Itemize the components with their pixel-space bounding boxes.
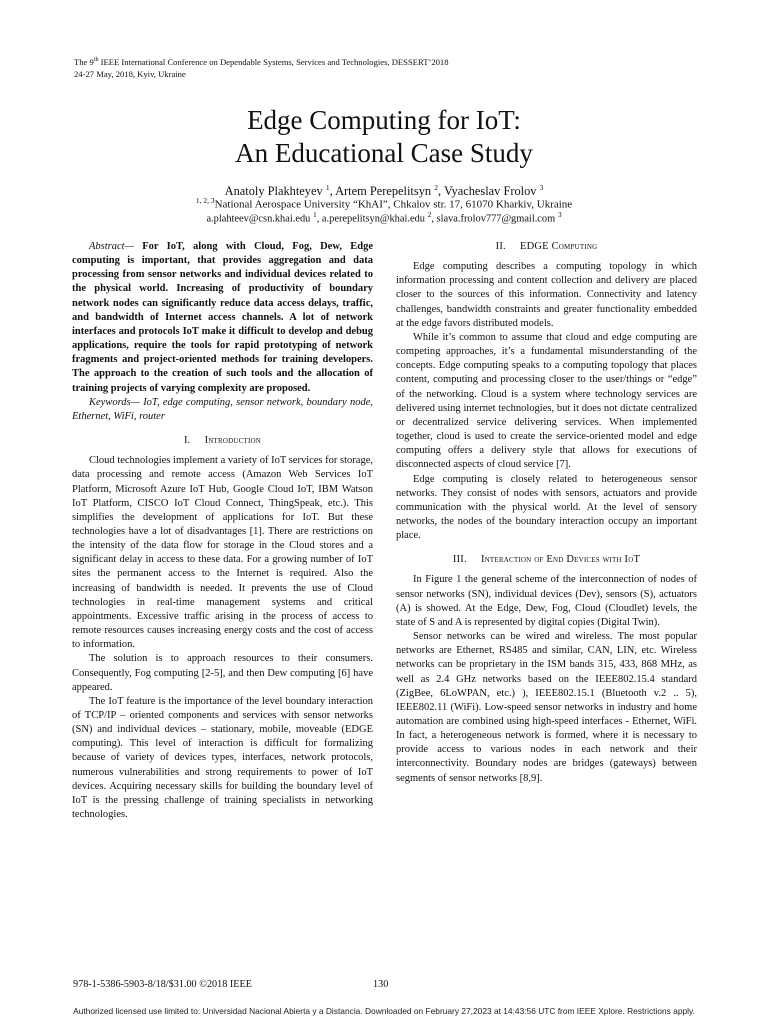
left-column bbox=[72, 240, 373, 822]
paragraph: While it’s common to assume that cloud and edge computing are competing approaches, it’s a fundamental misunderstanding of the concepts. Edge computing speaks to a computing topology that places content, computing and processing closer to the user/things or “edge” of the networking. Cloud is a system where technology services are delivered using internet technologies, but it does not dictate centralized or decentralized service delivering services. When implemented together, cloud is used to create the service-oriented model and edge computing offers a delivery style that allows for executions of disconnected aspects of cloud service [7]. bbox=[396, 331, 697, 471]
abstract: Abstract— For IoT, along with Cloud, Fog, Dew, Edge computing is important, that provides aggregation and data processing from sensor networks and individual devices related to the physical world. Increasing of productivity of boundary network nodes can significantly reduce data access delays, traffic, and bandwidth of Internet access channels. A lot of network interfaces and protocols IoT make it difficult to develop and debug applications, require the tools for rapid prototyping of network fragments and project-oriented methods for training developers. The approach to the creation of such tools and the allocation of training projects of varying complexity are proposed. bbox=[72, 241, 373, 394]
email-1[interactable]: a.plahteev@csn.khai.edu bbox=[206, 213, 311, 225]
right-column bbox=[396, 240, 697, 786]
email-3[interactable]: slava.frolov777@gmail.com bbox=[436, 213, 556, 225]
conference-header bbox=[74, 56, 714, 80]
paragraph: In Figure 1 the general scheme of the interconnection of nodes of sensor networks (SN), individual devices (Dev), sensors (S), actuators (A) is showed. At the Edge, Dew, Fog, Cloud (Cloudlet) levels, the state of S and A is represented by digital copies (Digital Twin). bbox=[396, 574, 697, 628]
keywords: Keywords— IoT, edge computing, sensor network, boundary node, Ethernet, WiFi, router bbox=[72, 396, 373, 422]
paragraph: Edge computing is closely related to heterogeneous sensor networks. They consist of nodes with sensors, actuators and provide communication with the physical world. At the level of sensory networks, the nodes of the boundary interaction occupy an important place. bbox=[396, 473, 697, 542]
conference-dates: 24-27 May, 2018, Kyiv, Ukraine bbox=[74, 69, 186, 79]
affiliation: $^{1, 2, 3}$National Aerospace University “KhAI”, Chkalov str. 17, 61070 Kharkiv, Ukraine bbox=[195, 196, 573, 211]
paragraph: Sensor networks can be wired and wireless. The most popular networks are Ethernet, RS485 and similar, CAN, LIN, etc. Wireless networks can be proprietary in the ISM bands 315, 433, 868 MHz, as well as 2.4 GHz networks based on the IEEE802.15.4 standard (ZigBee, 6LoWPAN, etc.) ), IEEE802.15.1 (Bluetooth v.2 .. 5), IEEE802.11 (WiFi). Low-speed sensor networks in industry and home automation are combined using high-speed interfaces - Ethernet, WiFi. In fact, a heterogeneous network is formed, where it is necessary to provide access to various nodes in each network and their interconnectivity. Boundary nodes are bridges (gateways) between segments of sensor networks [8,9]. bbox=[396, 631, 697, 784]
license-notice: Authorized licensed use limited to: Universidad Nacional Abierta y a Distancia. Downloaded on February 27,2023 at 14:43:56 UTC from IEEE Xplore. Restrictions apply. bbox=[73, 1006, 695, 1016]
email-list: a.plahteev@csn.khai.edu $^1$, a.perepelitsyn@khai.edu $^2$, slava.frolov777@gmail.com $^3$ bbox=[206, 210, 562, 225]
section-heading-interaction: III. Interaction of End Devices with IoT bbox=[452, 554, 641, 566]
paragraph: The solution is to approach resources to their consumers. Consequently, Fog computing [2-5], and then Dew computing [6] have appeared. bbox=[72, 653, 373, 693]
email-2[interactable]: a.perepelitsyn@khai.edu bbox=[321, 213, 425, 225]
title-line-2: An Educational Case Study bbox=[235, 138, 533, 168]
conference-name: The 9th IEEE International Conference on Dependable Systems, Services and Technologies, DESSERT’2018 bbox=[74, 57, 449, 67]
section-heading-introduction: I. Introduction bbox=[183, 435, 262, 447]
section-heading-edge-computing: II. EDGE Computing bbox=[495, 241, 598, 252]
author-list: Anatoly Plakhteyev $^1$, Artem Perepelitsyn $^2$, Vyacheslav Frolov $^3$ bbox=[224, 183, 544, 199]
isbn-footer: 978-1-5386-5903-8/18/$31.00 ©2018 IEEE bbox=[73, 979, 252, 990]
paragraph: The IoT feature is the importance of the level boundary interaction of TCP/IP – oriented components and services with sensor networks (SN) and individual devices – stationary, mobile, moveable (EDGE computing). This level of interaction is difficult for formalizing because of variety of devices types, interfaces, network protocols, numerous vulnerabilities and strong requirements to power of IoT devices. Acquiring necessary skills for building the boundary level of IoT is the pressing challenge of training specialists in networking technologies. bbox=[72, 695, 373, 821]
paragraph: Edge computing describes a computing topology in which information processing and content collection and delivery are placed closer to the sources of this information. Connectivity and latency challenges, bandwidth constraints and greater functionality embedded at the edge favors distributed models. bbox=[396, 261, 697, 329]
paper-title bbox=[0, 104, 768, 170]
paragraph: Cloud technologies implement a variety of IoT services for storage, data processing and remote access (Amazon Web Services IoT Platform, Microsoft Azure IoT Hub, Google Cloud IoT, IBM Watson IoT Platform, CISCO IoT Cloud Connect, ThingSpeak, etc.). This simplifies the development of applications for IoT. But these technologies have a lot of disadvantages [1]. There are restrictions on the intensity of the data flow for storage in the Cloud stores and a significant delay in access to these data. For a growing number of IoT sites the permanent access to the Internet is required. Also the increasing of bandwidth is needed. It prevents the use of Cloud technologies in real-time management systems and critical appointments. Excessive traffic arising in the process of access to remote resources causes increasing energy costs and the cost of access to information. bbox=[72, 455, 373, 651]
page-number: 130 bbox=[373, 979, 389, 990]
title-line-1: Edge Computing for IoT: bbox=[247, 105, 521, 135]
